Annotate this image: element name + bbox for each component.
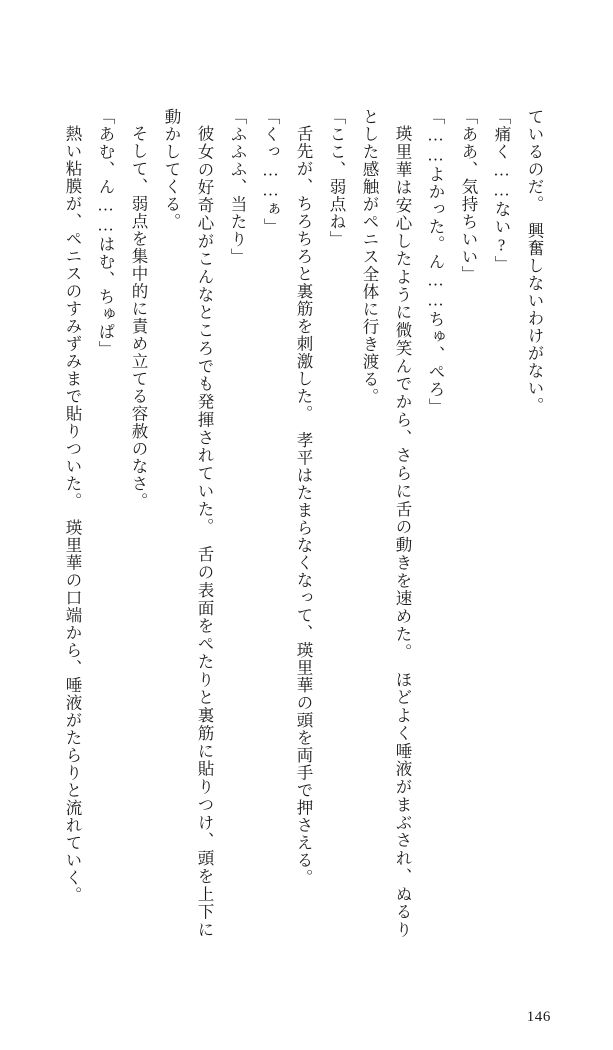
paragraph: 「ふふふ、当たり」: [228, 108, 247, 266]
paragraph: 舌先が、ちろちろと裏筋を刺激した。 孝平はたまらなくなって、瑛里華の頭を両手で押さえる。: [294, 124, 313, 886]
paragraph: 「ああ、気持ちいい」: [459, 108, 478, 283]
paragraph: 瑛里華は安心したように微笑んでから、さらに舌の動きを速めた。 ほどよく唾液がまぶされ、ぬるりとした感触がペニス全体に行き渡る。: [360, 108, 412, 938]
paragraph: 彼女の好奇心がこんなところでも発揮されていた。 舌の表面をぺたりと裏筋に貼りつけ、頭を上下に動かしてくる。: [162, 108, 214, 938]
paragraph: 「ここ、弱点ね」: [327, 108, 346, 248]
paragraph: 熱い粘膜が、ペニスのすみずみまで貼りついた。 瑛里華の口端から、唾液がたらりと流れていく。: [63, 124, 82, 904]
paragraph: 「あむ、ん……はむ、ちゅぱ」: [96, 108, 115, 358]
paragraph: 「痛く……ない?」: [492, 108, 511, 273]
paragraph: 「……よかった。ん……ちゅ、ぺろ」: [426, 108, 445, 416]
paragraph: そして、弱点を集中的に責め立てる容赦のなさ。: [129, 124, 148, 510]
paragraph: ているのだ。 興奮しないわけがない。: [525, 108, 544, 415]
paragraph: 「くっ……ぁ」: [261, 108, 280, 236]
page-body-text: [62, 108, 551, 938]
page-number: 146: [526, 1009, 551, 1025]
